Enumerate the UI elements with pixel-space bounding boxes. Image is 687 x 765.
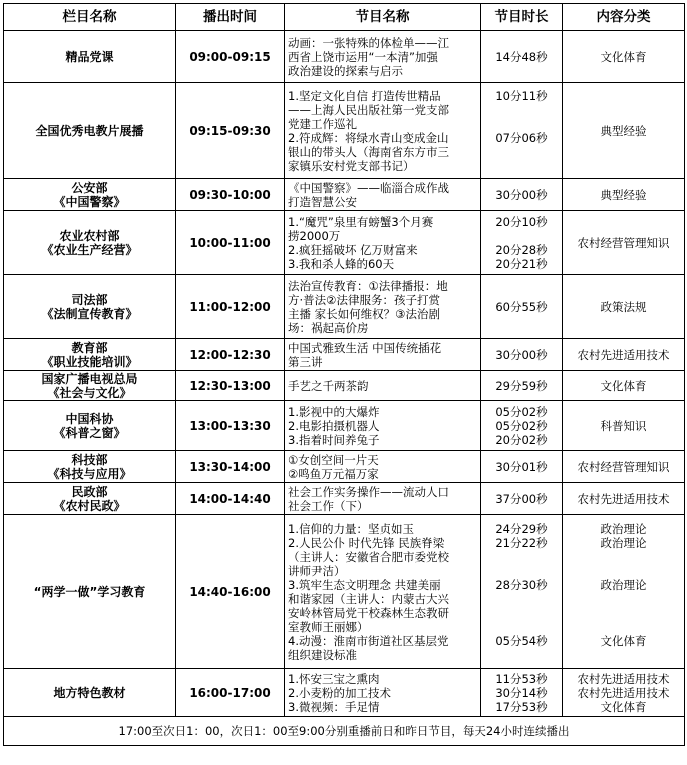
- program-title-cell-line: 和谐家园（主讲人：内蒙古大兴: [288, 591, 449, 606]
- table-row: [4, 401, 685, 451]
- program-title-cell: [285, 401, 481, 451]
- category-cell: [563, 211, 685, 275]
- header-program-title: 节目名称: [285, 4, 481, 31]
- column-name-cell-line: 《中国警察》: [53, 194, 126, 209]
- program-title-cell-line: 2.符成辉：将绿水青山变成金山: [288, 130, 449, 145]
- air-time-cell: 10:00-11:00: [176, 211, 285, 275]
- duration-cell: [481, 401, 563, 451]
- duration-cell: [481, 83, 563, 179]
- program-title-cell-line: 1.“魔咒”泉里有螃蟹3个月赛: [288, 214, 434, 229]
- duration-cell: [481, 483, 563, 515]
- duration-cell-line: 20分28秒: [495, 242, 548, 257]
- column-name-cell: [4, 451, 176, 483]
- category-cell: [563, 179, 685, 211]
- duration-cell-line: 10分11秒: [495, 88, 548, 103]
- air-time-cell: 12:30-13:00: [176, 371, 285, 401]
- program-title-cell-line: 1.怀安三宝之熏肉: [288, 671, 380, 686]
- column-name-cell: [4, 669, 176, 717]
- program-title-cell-line: 安岭林管局党干校森林生态教研: [288, 605, 449, 620]
- air-time-cell: 09:15-09:30: [176, 83, 285, 179]
- duration-cell-line: 29分59秒: [495, 378, 548, 393]
- program-title-cell-line: 3.我和杀人蜂的60天: [288, 256, 395, 271]
- column-name-cell-line: 教育部: [71, 340, 108, 355]
- program-title-cell-line: 政治建设的探索与启示: [288, 63, 403, 78]
- program-title-cell-line: 社会工作（下）: [288, 498, 369, 513]
- duration-cell-line: 30分00秒: [495, 187, 548, 202]
- table-row: [4, 83, 685, 179]
- column-name-cell-line: “两学一做”学习教育: [33, 584, 146, 599]
- duration-cell-line: 20分10秒: [495, 214, 548, 229]
- category-cell: [563, 371, 685, 401]
- category-cell: [563, 669, 685, 717]
- column-name-cell: [4, 339, 176, 371]
- air-time-cell: 13:30-14:00: [176, 451, 285, 483]
- air-time-cell: 11:00-12:00: [176, 275, 285, 339]
- duration-cell-line: 05分02秒: [495, 404, 548, 419]
- program-title-cell: [285, 371, 481, 401]
- category-cell-line: 农村先进适用技术: [577, 347, 670, 362]
- table-row: [4, 31, 685, 83]
- program-title-cell: [285, 179, 481, 211]
- column-name-cell-line: 《科技与应用》: [47, 466, 132, 481]
- duration-cell-line: 17分53秒: [495, 699, 548, 714]
- category-cell: [563, 275, 685, 339]
- program-title-cell-line: 4.动漫：淮南市街道社区基层党: [288, 633, 449, 648]
- program-title-cell-line: 主播 家长如何维权？③法治剧: [288, 306, 440, 321]
- program-title-cell-line: 家镇乐安村党支部书记）: [288, 158, 415, 173]
- category-cell: [563, 339, 685, 371]
- program-title-cell: [285, 515, 481, 669]
- column-name-cell-line: 《农村民政》: [53, 498, 126, 513]
- column-name-cell: [4, 275, 176, 339]
- program-title-cell-line: 手艺之千两茶韵: [288, 378, 369, 393]
- duration-cell: [481, 31, 563, 83]
- table-row: [4, 483, 685, 515]
- duration-cell-line: 07分06秒: [495, 130, 548, 145]
- duration-cell-line: 30分14秒: [495, 685, 548, 700]
- category-cell-line: 农村经营管理知识: [577, 235, 670, 250]
- column-name-cell-line: 公安部: [71, 180, 108, 195]
- category-cell-line: 典型经验: [600, 123, 647, 138]
- header-column-name: 栏目名称: [4, 4, 176, 31]
- duration-cell-line: 21分22秒: [495, 535, 548, 550]
- air-time-cell: 13:00-13:30: [176, 401, 285, 451]
- duration-cell: [481, 275, 563, 339]
- category-cell-line: 政治理论: [600, 521, 647, 536]
- duration-cell: [481, 515, 563, 669]
- column-name-cell-line: 司法部: [71, 292, 108, 307]
- program-title-cell-line: 2.人民公仆 时代先锋 民族脊梁: [288, 535, 445, 550]
- category-cell-line: 农村先进适用技术: [577, 491, 670, 506]
- column-name-cell: [4, 483, 176, 515]
- program-title-cell: [285, 211, 481, 275]
- category-cell-line: 农村先进适用技术: [577, 685, 670, 700]
- program-title-cell-line: ——上海人民出版社第一党支部: [288, 102, 449, 117]
- duration-cell-line: 20分02秒: [495, 432, 548, 447]
- column-name-cell: [4, 179, 176, 211]
- table-row: [4, 339, 685, 371]
- program-title-cell-line: 3.筑牢生态文明理念 共建美丽: [288, 577, 441, 592]
- program-title-cell: [285, 669, 481, 717]
- air-time-cell: 14:40-16:00: [176, 515, 285, 669]
- category-cell-line: 政策法规: [600, 299, 647, 314]
- header-row: [4, 4, 685, 31]
- duration-cell-line: 11分53秒: [495, 671, 548, 686]
- column-name-cell-line: 国家广播电视总局: [41, 371, 138, 386]
- column-name-cell: [4, 515, 176, 669]
- program-title-cell-line: 中国式雅致生活 中国传统插花: [288, 340, 442, 355]
- duration-cell-line: 37分00秒: [495, 491, 548, 506]
- duration-cell-line: 20分21秒: [495, 256, 548, 271]
- column-name-cell-line: 《职业技能培训》: [41, 354, 138, 369]
- column-name-cell-line: 《社会与文化》: [47, 385, 132, 400]
- header-duration: 节目时长: [481, 4, 563, 31]
- program-title-cell-line: 《中国警察》——临淄合成作战: [288, 180, 449, 195]
- air-time-cell: 09:30-10:00: [176, 179, 285, 211]
- table-row: [4, 515, 685, 669]
- duration-cell-line: 60分55秒: [495, 299, 548, 314]
- category-cell: [563, 483, 685, 515]
- program-title-cell-line: 法治宣传教育：①法律播报：地: [288, 278, 448, 293]
- program-title-cell-line: 动画：一张特殊的体检单——江: [288, 35, 449, 50]
- column-name-cell-line: 地方特色教材: [53, 685, 126, 700]
- program-title-cell-line: 2.疯狂摇破坏 亿万财富来: [288, 242, 418, 257]
- program-title-cell-line: 党建工作巡礼: [288, 116, 357, 131]
- category-cell-line: 典型经验: [600, 187, 647, 202]
- footer-note: 17:00至次日1：00，次日1：00至9:00分别重播前日和昨日节目，每天24小时连续播出: [4, 717, 685, 746]
- category-cell: [563, 401, 685, 451]
- duration-cell-line: 14分48秒: [495, 49, 548, 64]
- column-name-cell: [4, 31, 176, 83]
- program-title-cell-line: 银山的带头人（海南省东方市三: [288, 144, 449, 159]
- column-name-cell-line: 《科普之窗》: [53, 425, 126, 440]
- column-name-cell-line: 农业农村部: [59, 228, 120, 243]
- table-row: [4, 179, 685, 211]
- table-row: [4, 275, 685, 339]
- schedule-body: [4, 31, 685, 717]
- program-title-cell-line: 讲师尹洁）: [288, 563, 346, 578]
- program-title-cell-line: 室教师王丽娜）: [288, 619, 369, 634]
- table-row: [4, 669, 685, 717]
- program-title-cell-line: ①女创空间一片天: [288, 452, 379, 467]
- schedule-table: [3, 3, 685, 746]
- column-name-cell-line: 民政部: [71, 484, 108, 499]
- category-cell-line: 文化体育: [600, 699, 647, 714]
- category-cell-line: 政治理论: [600, 535, 647, 550]
- program-title-cell-line: 3.微视频：手足情: [288, 699, 380, 714]
- program-title-cell-line: 2.电影拍摄机器人: [288, 418, 380, 433]
- program-title-cell-line: 第三讲: [288, 354, 323, 369]
- duration-cell-line: 05分02秒: [495, 418, 548, 433]
- program-title-cell-line: 3.指着时间养兔子: [288, 432, 380, 447]
- program-title-cell-line: 1.信仰的力量：坚贞如玉: [288, 521, 414, 536]
- column-name-cell: [4, 401, 176, 451]
- duration-cell-line: 30分01秒: [495, 459, 548, 474]
- duration-cell-line: 24分29秒: [495, 521, 548, 536]
- program-title-cell: [285, 31, 481, 83]
- duration-cell: [481, 451, 563, 483]
- duration-cell-line: 05分54秒: [495, 633, 548, 648]
- program-title-cell-line: 组织建设标准: [288, 647, 357, 662]
- table-row: [4, 371, 685, 401]
- air-time-cell: 16:00-17:00: [176, 669, 285, 717]
- category-cell-line: 文化体育: [600, 49, 647, 64]
- category-cell-line: 农村先进适用技术: [577, 671, 670, 686]
- column-name-cell: [4, 211, 176, 275]
- category-cell: [563, 83, 685, 179]
- duration-cell: [481, 371, 563, 401]
- program-title-cell: [285, 275, 481, 339]
- header-category: 内容分类: [563, 4, 685, 31]
- table-row: [4, 451, 685, 483]
- program-title-cell: [285, 451, 481, 483]
- program-title-cell: [285, 339, 481, 371]
- program-title-cell-line: 2.小麦粉的加工技术: [288, 685, 391, 700]
- program-title-cell-line: 1.影视中的大爆炸: [288, 404, 380, 419]
- duration-cell: [481, 339, 563, 371]
- duration-cell-line: 28分30秒: [495, 577, 548, 592]
- program-title-cell-line: 方·普法②法律服务：孩子打赏: [288, 292, 440, 307]
- duration-cell: [481, 179, 563, 211]
- air-time-cell: 09:00-09:15: [176, 31, 285, 83]
- column-name-cell: [4, 83, 176, 179]
- header-air-time: 播出时间: [176, 4, 285, 31]
- program-title-cell-line: 场：祸起高价房: [288, 320, 369, 335]
- footer-row: [4, 717, 685, 746]
- program-title-cell-line: 1.坚定文化自信 打造传世精品: [288, 88, 441, 103]
- column-name-cell-line: 全国优秀电教片展播: [35, 123, 144, 138]
- air-time-cell: 12:00-12:30: [176, 339, 285, 371]
- category-cell-line: 农村经营管理知识: [577, 459, 670, 474]
- column-name-cell: [4, 371, 176, 401]
- category-cell-line: 科普知识: [600, 418, 647, 433]
- program-title-cell-line: 捞2000万: [288, 228, 341, 243]
- program-title-cell-line: （主讲人：安徽省合肥市委党校: [288, 549, 449, 564]
- duration-cell: [481, 211, 563, 275]
- column-name-cell-line: 科技部: [71, 452, 108, 467]
- program-title-cell-line: 西省上饶市运用“一本清”加强: [288, 49, 438, 64]
- program-title-cell: [285, 483, 481, 515]
- column-name-cell-line: 精品党课: [65, 49, 114, 64]
- category-cell: [563, 31, 685, 83]
- category-cell-line: 政治理论: [600, 577, 647, 592]
- category-cell: [563, 451, 685, 483]
- duration-cell-line: 30分00秒: [495, 347, 548, 362]
- duration-cell: [481, 669, 563, 717]
- program-title-cell-line: ②鸣鱼万元福万家: [288, 466, 379, 481]
- program-title-cell: [285, 83, 481, 179]
- column-name-cell-line: 《法制宣传教育》: [41, 306, 138, 321]
- air-time-cell: 14:00-14:40: [176, 483, 285, 515]
- category-cell-line: 文化体育: [600, 378, 647, 393]
- column-name-cell-line: 中国科协: [65, 411, 114, 426]
- table-row: [4, 211, 685, 275]
- column-name-cell-line: 《农业生产经营》: [41, 242, 138, 257]
- category-cell-line: 文化体育: [600, 633, 647, 648]
- category-cell: [563, 515, 685, 669]
- program-title-cell-line: 打造智慧公安: [288, 194, 357, 209]
- program-title-cell-line: 社会工作实务操作——流动人口: [288, 484, 449, 499]
